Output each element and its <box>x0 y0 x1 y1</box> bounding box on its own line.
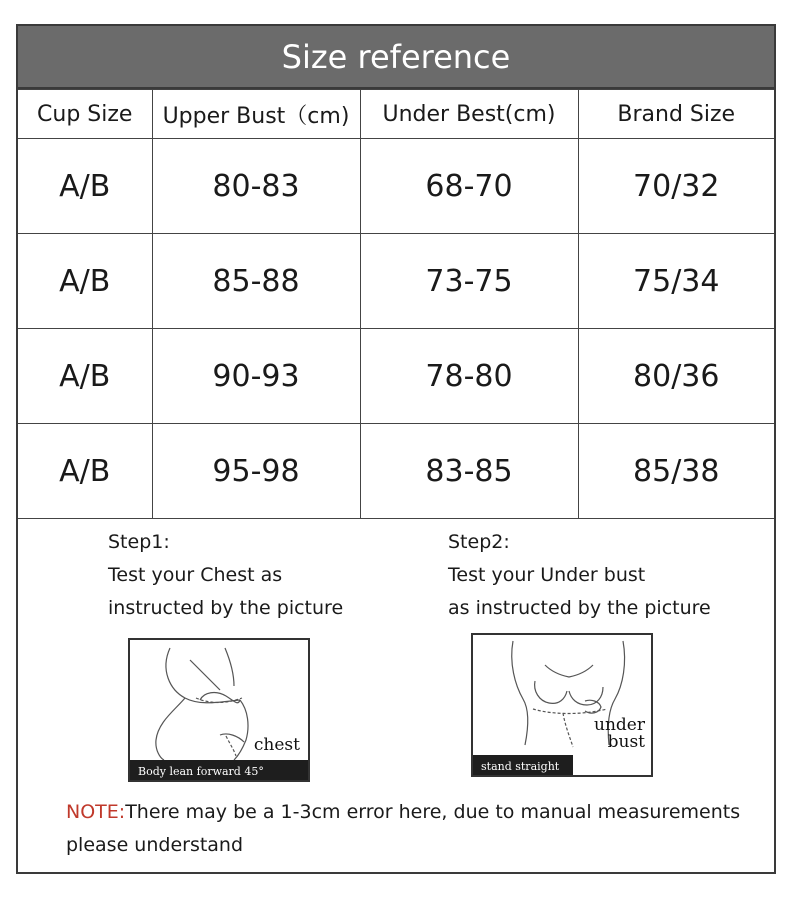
step2-text-line2: as instructed by the picture <box>448 597 711 619</box>
note-text: There may be a 1-3cm error here, due to manual measurements <box>125 801 741 823</box>
step1-text-line1: Test your Chest as <box>108 564 283 586</box>
figure-caption: stand straight <box>481 760 560 773</box>
upper-bust-cell: 95-98 <box>152 424 360 519</box>
under-bust-label-line1: under <box>594 715 645 735</box>
table-header-row <box>18 90 774 139</box>
upper-bust-cell: 85-88 <box>152 234 360 329</box>
page-title: Size reference <box>18 26 774 89</box>
column-header-upper-bust: Upper Bust（cm) <box>152 90 360 139</box>
size-chart-panel <box>16 24 776 874</box>
note-prefix: NOTE: <box>66 801 126 823</box>
cup-size-cell: A/B <box>18 139 152 234</box>
note-text-line2: please understand <box>66 834 244 856</box>
step1-text-line2: instructed by the picture <box>108 597 344 619</box>
cup-size-cell: A/B <box>18 424 152 519</box>
step1-heading: Step1: <box>108 531 170 553</box>
under-bust-cell: 68-70 <box>360 139 578 234</box>
table-row <box>18 234 774 329</box>
under-bust-label <box>594 717 645 751</box>
under-bust-cell: 83-85 <box>360 424 578 519</box>
table-row <box>18 139 774 234</box>
measurement-note <box>66 796 746 862</box>
column-header-cup-size: Cup Size <box>18 90 152 139</box>
step2-heading: Step2: <box>448 531 510 553</box>
size-table <box>18 89 774 519</box>
under-bust-cell: 78-80 <box>360 329 578 424</box>
brand-size-cell: 80/36 <box>578 329 774 424</box>
cup-size-cell: A/B <box>18 329 152 424</box>
chest-measurement-illustration <box>128 638 310 782</box>
under-bust-label-line2: bust <box>607 732 645 752</box>
column-header-under-bust: Under Best(cm) <box>360 90 578 139</box>
brand-size-cell: 85/38 <box>578 424 774 519</box>
upper-bust-cell: 80-83 <box>152 139 360 234</box>
brand-size-cell: 75/34 <box>578 234 774 329</box>
step1-instructions <box>108 526 343 625</box>
caption-bar <box>130 760 308 780</box>
figure-caption: Body lean forward 45° <box>138 765 264 778</box>
table-row <box>18 424 774 519</box>
column-header-brand-size: Brand Size <box>578 90 774 139</box>
caption-bar <box>473 755 573 775</box>
under-bust-cell: 73-75 <box>360 234 578 329</box>
upper-bust-cell: 90-93 <box>152 329 360 424</box>
under-bust-measurement-illustration <box>471 633 653 777</box>
cup-size-cell: A/B <box>18 234 152 329</box>
measurement-instructions <box>18 526 774 872</box>
step2-instructions <box>448 526 711 625</box>
step2-text-line1: Test your Under bust <box>448 564 646 586</box>
table-row <box>18 329 774 424</box>
brand-size-cell: 70/32 <box>578 139 774 234</box>
chest-label: chest <box>253 735 300 755</box>
